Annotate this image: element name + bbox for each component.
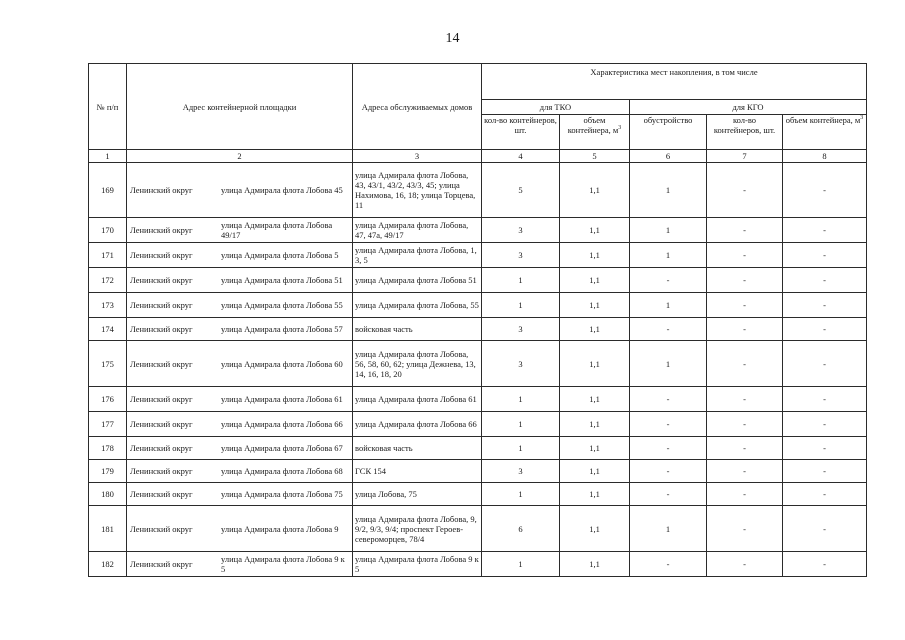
kgo-arrangement: 1 [630, 341, 707, 387]
served-houses: улица Адмирала флота Лобова, 55 [353, 293, 482, 318]
served-houses: улица Адмирала флота Лобова 66 [353, 412, 482, 437]
served-houses: улица Адмирала флота Лобова, 1, 3, 5 [353, 243, 482, 268]
table-row [89, 412, 867, 437]
header-kgo: для КГО [630, 100, 867, 115]
served-houses: улица Адмирала флота Лобова 61 [353, 387, 482, 412]
kgo-container-volume: - [783, 437, 867, 460]
district-name: Ленинский округ [130, 324, 193, 334]
kgo-container-volume: - [783, 387, 867, 412]
kgo-container-count: - [707, 293, 783, 318]
table-row [89, 460, 867, 483]
district-name: Ленинский округ [130, 275, 193, 285]
kgo-arrangement: 1 [630, 293, 707, 318]
kgo-container-count: - [707, 506, 783, 552]
page-number: 14 [445, 31, 460, 46]
site-address: улица Адмирала флота Лобова 61 [221, 394, 343, 404]
site-address: улица Адмирала флота Лобова 68 [221, 466, 343, 476]
row-number: 176 [89, 387, 127, 412]
kgo-container-count: - [707, 483, 783, 506]
district-name: Ленинский округ [130, 225, 193, 235]
row-number: 178 [89, 437, 127, 460]
tko-container-count: 1 [482, 293, 560, 318]
district-name: Ленинский округ [130, 523, 193, 534]
served-houses: улица Адмирала флота Лобова 51 [353, 268, 482, 293]
tko-container-count: 1 [482, 268, 560, 293]
tko-container-volume: 1,1 [560, 218, 630, 243]
row-number: 171 [89, 243, 127, 268]
row-number: 182 [89, 552, 127, 577]
header-kgo-count: кол-во контейнеров, шт. [707, 115, 783, 150]
served-houses: войсковая часть [353, 318, 482, 341]
tko-container-count: 1 [482, 437, 560, 460]
kgo-arrangement: 1 [630, 163, 707, 218]
table-row [89, 437, 867, 460]
kgo-container-count: - [707, 412, 783, 437]
site-address-cell [127, 460, 353, 483]
tko-container-count: 3 [482, 218, 560, 243]
site-address-cell [127, 437, 353, 460]
tko-container-count: 3 [482, 318, 560, 341]
kgo-arrangement: - [630, 552, 707, 577]
site-address: улица Адмирала флота Лобова 67 [221, 443, 343, 453]
table-row [89, 293, 867, 318]
site-address: улица Адмирала флота Лобова 9 к 5 [221, 554, 345, 574]
kgo-container-count: - [707, 243, 783, 268]
tko-container-count: 6 [482, 506, 560, 552]
district-name: Ленинский округ [130, 489, 193, 499]
site-address-cell [127, 552, 353, 577]
tko-container-volume: 1,1 [560, 483, 630, 506]
header-kgo-arrangement: обустройство [630, 115, 707, 150]
tko-container-count: 1 [482, 412, 560, 437]
tko-container-volume: 1,1 [560, 268, 630, 293]
site-address-cell [127, 218, 353, 243]
kgo-arrangement: - [630, 318, 707, 341]
kgo-container-volume: - [783, 483, 867, 506]
district-name: Ленинский округ [130, 358, 193, 369]
district-name: Ленинский округ [130, 250, 193, 260]
district-name: Ленинский округ [130, 394, 193, 404]
district-name: Ленинский округ [130, 559, 193, 569]
row-number: 177 [89, 412, 127, 437]
table-row [89, 268, 867, 293]
kgo-container-count: - [707, 268, 783, 293]
site-address: улица Адмирала флота Лобова 5 [221, 250, 339, 260]
district-name: Ленинский округ [130, 185, 193, 195]
site-address-cell [127, 341, 353, 387]
tko-container-count: 3 [482, 243, 560, 268]
site-address: улица Адмирала флота Лобова 55 [221, 300, 343, 310]
site-address: улица Адмирала флота Лобова 57 [221, 324, 343, 334]
kgo-arrangement: 1 [630, 218, 707, 243]
kgo-arrangement: - [630, 460, 707, 483]
tko-container-volume: 1,1 [560, 506, 630, 552]
container-sites-table [88, 63, 867, 577]
kgo-container-volume: - [783, 341, 867, 387]
site-address: улица Адмирала флота Лобова 66 [221, 419, 343, 429]
table-row [89, 243, 867, 268]
row-number: 170 [89, 218, 127, 243]
site-address: улица Адмирала флота Лобова 75 [221, 489, 343, 499]
district-name: Ленинский округ [130, 300, 193, 310]
table-row [89, 218, 867, 243]
site-address: улица Адмирала флота Лобова 60 [221, 358, 343, 369]
site-address-cell [127, 412, 353, 437]
served-houses: ГСК 154 [353, 460, 482, 483]
site-address: улица Адмирала флота Лобова 9 [221, 523, 339, 534]
kgo-container-volume: - [783, 506, 867, 552]
site-address-cell [127, 268, 353, 293]
tko-container-volume: 1,1 [560, 460, 630, 483]
table-row [89, 163, 867, 218]
row-number: 179 [89, 460, 127, 483]
tko-container-volume: 1,1 [560, 412, 630, 437]
header-houses: Адреса обслуживаемых домов [353, 64, 482, 150]
kgo-container-count: - [707, 437, 783, 460]
kgo-container-count: - [707, 460, 783, 483]
site-address: улица Адмирала флота Лобова 49/17 [221, 220, 333, 240]
row-number: 175 [89, 341, 127, 387]
header-num: № п/п [89, 64, 127, 150]
header-tko-count: кол-во контейнеров, шт. [482, 115, 560, 150]
site-address: улица Адмирала флота Лобова 51 [221, 275, 343, 285]
tko-container-volume: 1,1 [560, 552, 630, 577]
header-characteristics: Характеристика мест накопления, в том числе [482, 64, 867, 100]
table-row [89, 318, 867, 341]
column-number: 4 [482, 150, 560, 163]
kgo-container-count: - [707, 341, 783, 387]
column-number: 6 [630, 150, 707, 163]
district-name: Ленинский округ [130, 419, 193, 429]
site-address-cell [127, 318, 353, 341]
kgo-container-volume: - [783, 243, 867, 268]
table-row [89, 483, 867, 506]
site-address-cell [127, 387, 353, 412]
served-houses: улица Адмирала флота Лобова, 56, 58, 60, 62; улица Дежнева, 13, 14, 16, 18, 20 [353, 341, 482, 387]
table-row [89, 506, 867, 552]
row-number: 174 [89, 318, 127, 341]
site-address-cell [127, 293, 353, 318]
kgo-container-count: - [707, 218, 783, 243]
kgo-arrangement: - [630, 268, 707, 293]
column-number-row [89, 150, 867, 163]
kgo-container-count: - [707, 552, 783, 577]
table-row [89, 552, 867, 577]
kgo-container-volume: - [783, 293, 867, 318]
kgo-arrangement: - [630, 412, 707, 437]
header-site-address: Адрес контейнерной площадки [127, 64, 353, 150]
served-houses: улица Лобова, 75 [353, 483, 482, 506]
served-houses: улица Адмирала флота Лобова, 43, 43/1, 43/2, 43/3, 45; улица Нахимова, 16, 18; улица Торцева, 11 [353, 163, 482, 218]
kgo-container-volume: - [783, 552, 867, 577]
kgo-container-count: - [707, 387, 783, 412]
row-number: 180 [89, 483, 127, 506]
district-name: Ленинский округ [130, 443, 193, 453]
tko-container-count: 3 [482, 341, 560, 387]
tko-container-volume: 1,1 [560, 387, 630, 412]
column-number: 3 [353, 150, 482, 163]
kgo-arrangement: - [630, 483, 707, 506]
tko-container-count: 5 [482, 163, 560, 218]
tko-container-volume: 1,1 [560, 243, 630, 268]
site-address: улица Адмирала флота Лобова 45 [221, 185, 343, 195]
kgo-container-count: - [707, 163, 783, 218]
tko-container-count: 1 [482, 552, 560, 577]
tko-container-volume: 1,1 [560, 163, 630, 218]
tko-container-volume: 1,1 [560, 318, 630, 341]
kgo-arrangement: - [630, 387, 707, 412]
kgo-arrangement: - [630, 437, 707, 460]
kgo-arrangement: 1 [630, 506, 707, 552]
tko-container-volume: 1,1 [560, 293, 630, 318]
column-number: 1 [89, 150, 127, 163]
site-address-cell [127, 243, 353, 268]
tko-container-count: 3 [482, 460, 560, 483]
served-houses: улица Адмирала флота Лобова 9 к 5 [353, 552, 482, 577]
column-number: 7 [707, 150, 783, 163]
table-row [89, 341, 867, 387]
kgo-container-volume: - [783, 318, 867, 341]
row-number: 173 [89, 293, 127, 318]
column-number: 2 [127, 150, 353, 163]
header-tko-volume: объем контейнера, $м^3$ [560, 115, 630, 150]
kgo-container-volume: - [783, 268, 867, 293]
served-houses: войсковая часть [353, 437, 482, 460]
row-number: 181 [89, 506, 127, 552]
header-kgo-volume: объем контейнера, $м^3$ [783, 115, 867, 150]
tko-container-count: 1 [482, 387, 560, 412]
kgo-container-count: - [707, 318, 783, 341]
served-houses: улица Адмирала флота Лобова, 47, 47а, 49/17 [353, 218, 482, 243]
column-number: 8 [783, 150, 867, 163]
table-row [89, 387, 867, 412]
served-houses: улица Адмирала флота Лобова, 9, 9/2, 9/3, 9/4; проспект Героев-североморцев, 78/4 [353, 506, 482, 552]
district-name: Ленинский округ [130, 466, 193, 476]
kgo-container-volume: - [783, 412, 867, 437]
kgo-container-volume: - [783, 163, 867, 218]
tko-container-volume: 1,1 [560, 437, 630, 460]
site-address-cell [127, 483, 353, 506]
column-number: 5 [560, 150, 630, 163]
kgo-arrangement: 1 [630, 243, 707, 268]
kgo-container-volume: - [783, 460, 867, 483]
kgo-container-volume: - [783, 218, 867, 243]
site-address-cell [127, 163, 353, 218]
site-address-cell [127, 506, 353, 552]
row-number: 172 [89, 268, 127, 293]
row-number: 169 [89, 163, 127, 218]
tko-container-count: 1 [482, 483, 560, 506]
tko-container-volume: 1,1 [560, 341, 630, 387]
header-tko: для ТКО [482, 100, 630, 115]
